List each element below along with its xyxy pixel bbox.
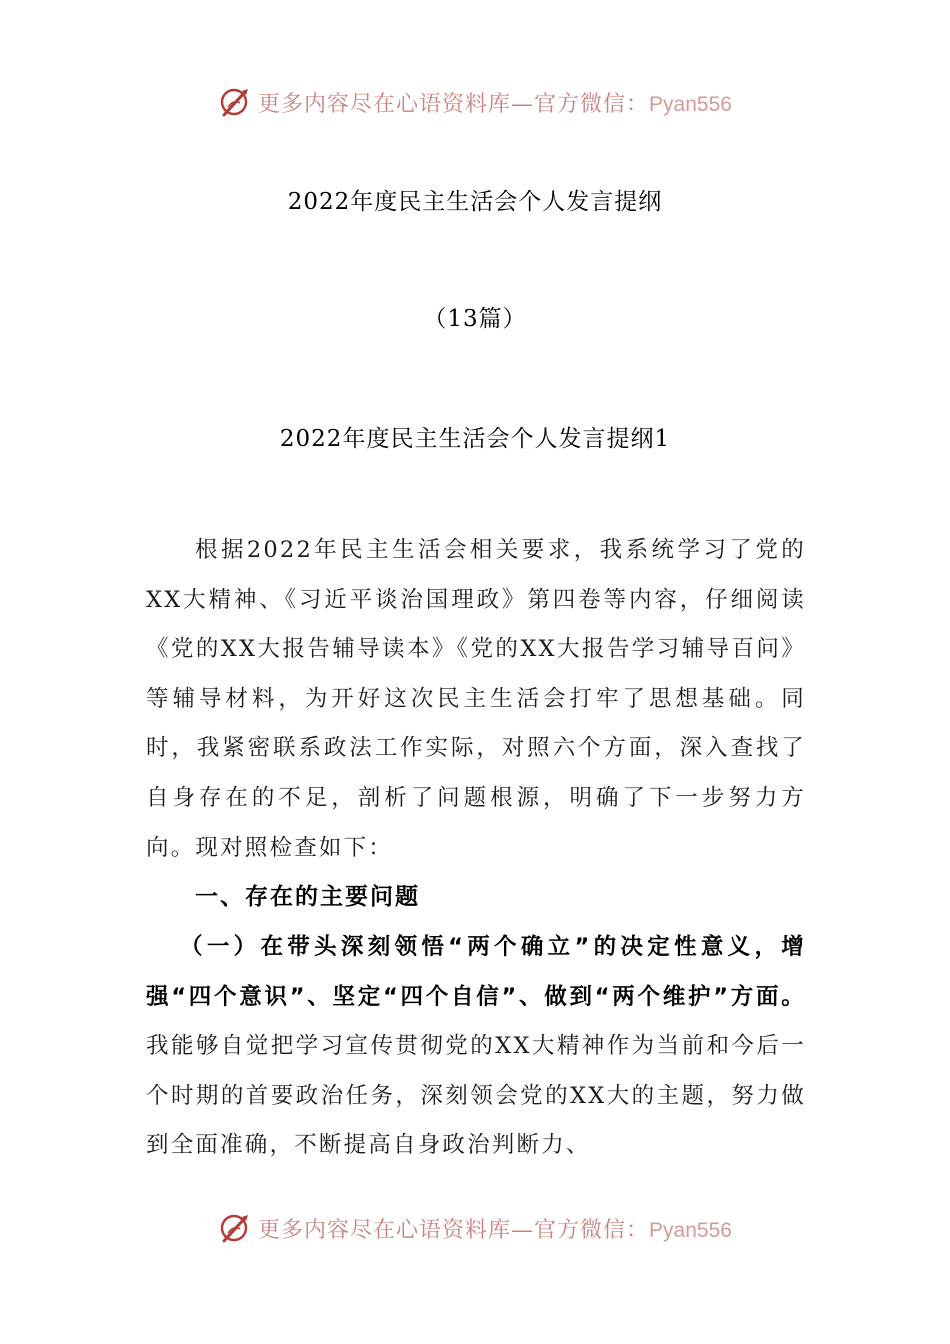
wechat-id: Pyan556: [649, 92, 732, 116]
document-title: 2022年度民主生活会个人发言提纲: [287, 189, 663, 215]
article-title: 2022年度民主生活会个人发言提纲1: [279, 426, 671, 452]
watermark-text: 更多内容尽在心语资料库—官方微信：Pyan556: [258, 1217, 732, 1243]
watermark-banner-bottom: [0, 1208, 950, 1248]
pen-in-circle-icon: [218, 85, 252, 119]
watermark-banner-top: [0, 82, 950, 122]
section-heading: 一、存在的主要问题: [195, 884, 420, 910]
document-count-label: （13篇）: [423, 306, 527, 332]
subsection-heading: （一）在带头深刻领悟“两个确立”的决定性意义，增强“四个意识”、坚定“四个自信”、做到“两个维护”方面。: [146, 934, 806, 1010]
intro-paragraph: 根据2022年民主生活会相关要求，我系统学习了党的XX大精神、《习近平谈治国理政》第四卷等内容，仔细阅读《党的XX大报告辅导读本》《党的XX大报告学习辅导百问》等辅导材料，为开好这次民主生活会打牢了思想基础。同时，我紧密联系政法工作实际，对照六个方面，深入查找了自身存在的不足，剖析了问题根源，明确了下一步努力方向。现对照检查如下：: [146, 537, 806, 861]
subsection-paragraph: [146, 923, 806, 1171]
subsection-text: 我能够自觉把学习宣传贯彻党的XX大精神作为当前和今后一个时期的首要政治任务，深刻领会党的XX大的主题，努力做到全面准确，不断提高自身政治判断力、: [146, 1033, 806, 1159]
pen-in-circle-icon: [218, 1211, 252, 1245]
watermark-text: 更多内容尽在心语资料库—官方微信：Pyan556: [258, 91, 732, 117]
wechat-id: Pyan556: [649, 1218, 732, 1242]
